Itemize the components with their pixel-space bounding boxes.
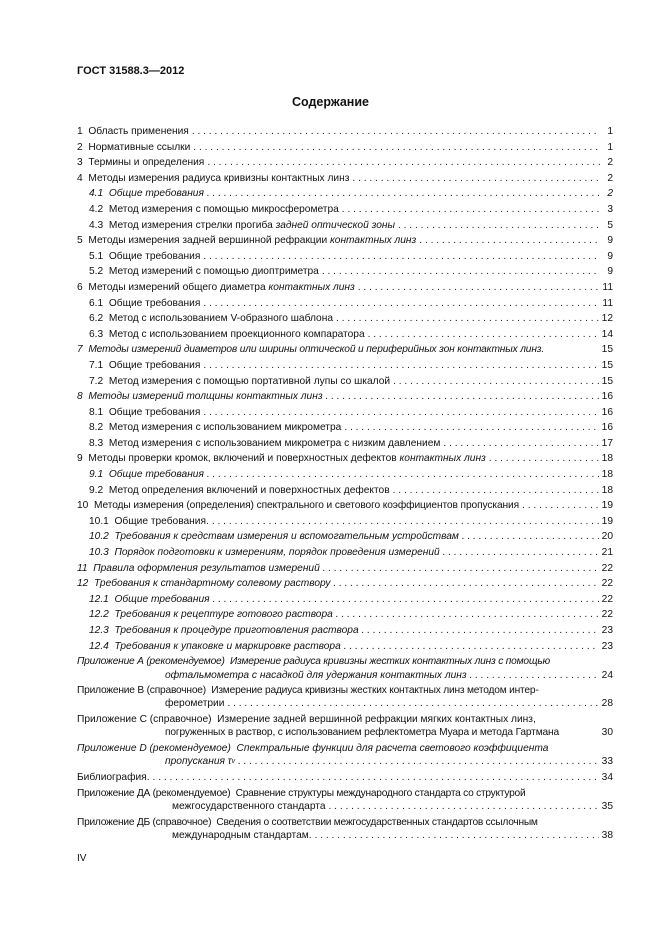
leader-dots: [326, 389, 599, 405]
toc-number: 11: [77, 562, 88, 574]
leader-dots: [192, 124, 600, 140]
toc-entry-6-3[interactable]: [77, 327, 613, 343]
toc-entry-8-3[interactable]: [77, 436, 613, 452]
toc-page: 23: [601, 625, 613, 636]
toc-entry-7-1[interactable]: [77, 358, 613, 374]
toc-bibliography[interactable]: [77, 770, 613, 786]
leader-dots: [336, 311, 599, 327]
toc-page: 19: [601, 515, 613, 527]
toc-label: Требования к упаковке и маркировке раствора: [114, 640, 341, 652]
toc-label: Требования к процедуре приготовления раствора: [114, 625, 359, 636]
toc-label-italic: задней оптической зоны: [275, 219, 395, 231]
leader-dots: [203, 249, 600, 265]
leader-dots: [203, 405, 598, 421]
toc-label: Общие требования: [108, 406, 201, 418]
toc-entry-7[interactable]: [77, 342, 613, 358]
toc-page: 34: [601, 772, 613, 784]
table-of-contents: [77, 124, 613, 845]
page-number-roman: IV: [77, 853, 87, 864]
toc-entry-10-3[interactable]: [77, 545, 613, 561]
toc-label: Метод измерения с использованием микрометра с низким давлением: [108, 437, 441, 449]
toc-label: Методы измерения радиуса кривизны контактных линз: [88, 172, 350, 184]
leader-dots: [203, 358, 598, 374]
toc-page: 2: [607, 188, 613, 200]
toc-appendix-c[interactable]: [77, 713, 613, 740]
toc-number: 12.2: [89, 609, 109, 621]
toc-label: Требования: [94, 578, 153, 590]
leader-dots: [238, 755, 599, 768]
toc-number: 12: [77, 578, 89, 590]
toc-label: Общие требования: [108, 359, 201, 371]
toc-entry-5[interactable]: [77, 233, 613, 249]
appendix-title-cont: погруженных в раствор, с использованием рефлектометра Муара и метода Гартмана: [165, 727, 560, 739]
toc-label-italic: контактных линз: [268, 281, 355, 293]
toc-page: 9: [607, 266, 613, 278]
toc-page: 18: [601, 469, 613, 481]
toc-page: 15: [601, 359, 613, 371]
toc-entry-4[interactable]: [77, 171, 613, 187]
toc-label: Метод измерения с помощью микросферометра: [108, 203, 339, 215]
leader-dots: [358, 280, 600, 296]
leader-dots: [193, 140, 600, 156]
toc-appendix-db[interactable]: [77, 816, 613, 843]
toc-label: Общие требования: [108, 250, 201, 262]
toc-entry-3[interactable]: [77, 155, 613, 171]
leader-dots: [522, 498, 599, 514]
toc-appendix-b[interactable]: [77, 684, 613, 711]
toc-label: Метод с использованием проекционного компаратора: [108, 328, 365, 340]
toc-number: 6: [77, 281, 83, 293]
toc-entry-8[interactable]: [77, 389, 613, 405]
toc-page: 22: [601, 562, 613, 574]
toc-number: 10.2: [89, 531, 109, 543]
toc-number: 10: [77, 500, 89, 512]
toc-page: 35: [601, 801, 613, 813]
leader-dots: [443, 545, 599, 561]
toc-entry-4-1[interactable]: [77, 186, 613, 202]
toc-page: 16: [601, 422, 613, 434]
leader-dots: [419, 233, 600, 249]
leader-dots: [344, 639, 599, 655]
toc-page: 18: [601, 484, 613, 496]
leader-dots: [207, 155, 600, 171]
toc-page: 1: [607, 141, 613, 153]
toc-number: 2: [77, 141, 83, 153]
toc-number: 10.1: [89, 515, 109, 527]
leader-dots: [333, 576, 598, 592]
toc-page: 22: [601, 593, 613, 605]
leader-dots: [342, 202, 600, 218]
toc-entry-9-1[interactable]: [77, 467, 613, 483]
toc-page: 15: [601, 344, 613, 356]
toc-entry-6-2[interactable]: [77, 311, 613, 327]
toc-label: Правила оформления результатов измерений: [93, 562, 320, 574]
leader-dots: [393, 483, 599, 499]
toc-label: Общие требования: [114, 593, 210, 605]
toc-page: 24: [601, 669, 613, 681]
toc-entry-6-1[interactable]: [77, 296, 613, 312]
toc-entry-12[interactable]: [77, 576, 613, 592]
leader-dots: [329, 800, 599, 813]
toc-page: 23: [601, 640, 613, 652]
toc-entry-8-1[interactable]: [77, 405, 613, 421]
toc-number: 4: [77, 172, 83, 184]
toc-page: 3: [607, 203, 613, 215]
leader-dots: [443, 436, 598, 452]
toc-number: 5.1: [89, 250, 104, 262]
toc-appendix-da[interactable]: [77, 787, 613, 814]
leader-dots: [207, 186, 600, 202]
toc-entry-4-2[interactable]: [77, 202, 613, 218]
toc-entry-12-1[interactable]: [77, 592, 613, 608]
toc-entry-12-4[interactable]: [77, 639, 613, 655]
toc-entry-12-3[interactable]: [77, 623, 613, 639]
leader-dots: [344, 420, 598, 436]
appendix-title: Приложение С (справочное) Измерение задней вершинной рефракции мягких контактных линз,: [77, 713, 536, 725]
page-title: Содержание: [291, 95, 369, 109]
toc-entry-10-1[interactable]: [77, 514, 613, 530]
toc-label: Метод измерения с помощью портативной лупы со шкалой: [108, 375, 391, 387]
toc-page: 28: [601, 698, 613, 710]
toc-entry-5-1[interactable]: [77, 249, 613, 265]
appendix-title-cont: пропускания τ: [165, 756, 232, 768]
leader-dots: [352, 171, 600, 187]
toc-number: 8.2: [89, 422, 104, 434]
toc-number: 12.4: [89, 640, 109, 652]
toc-page: 1: [607, 126, 613, 137]
toc-label: Методы измерений диаметров или ширины оптической и периферийных зон контактных линз.: [88, 344, 545, 356]
toc-page: 5: [607, 219, 613, 231]
toc-label: Метод измерений с помощью диоптриметра: [108, 266, 319, 278]
toc-label: Общие требования.: [114, 515, 209, 527]
toc-number: 7.1: [89, 359, 104, 371]
toc-label: Методы измерения (определения) спектрального и светового коэффициентов пропускания: [94, 500, 520, 512]
appendix-title: Приложение ДБ (справочное) Сведения о соответствии межгосударственных стандартов ссылочным: [77, 816, 538, 828]
toc-page: 17: [601, 437, 613, 449]
toc-page: 12: [601, 313, 613, 325]
toc-number: 12.3: [89, 625, 109, 636]
toc-label: Нормативные ссылки: [88, 141, 191, 153]
leader-dots: [470, 669, 599, 682]
leader-dots: [213, 592, 599, 608]
toc-number: 8.3: [89, 437, 104, 449]
toc-entry-10[interactable]: [77, 498, 613, 514]
toc-appendix-a[interactable]: [77, 655, 613, 682]
toc-number: 4.1: [89, 188, 104, 200]
toc-entry-12-2[interactable]: [77, 607, 613, 623]
toc-page: 22: [601, 609, 613, 621]
leader-dots: [227, 697, 598, 710]
toc-page: 21: [601, 547, 613, 559]
toc-entry-9-2[interactable]: [77, 483, 613, 499]
toc-label: Метод измерения с использованием микрометра: [108, 422, 342, 434]
toc-label: Методы измерения задней вершинной рефракции: [88, 235, 330, 247]
toc-entry-9[interactable]: [77, 451, 613, 467]
toc-number: 5.2: [89, 266, 104, 278]
leader-dots: [393, 374, 599, 390]
leader-dots: [462, 529, 599, 545]
toc-number: 4.3: [89, 219, 104, 231]
toc-label: Термины и определения: [88, 157, 205, 169]
appendix-title-cont: ферометрии: [165, 698, 225, 710]
toc-number: 8.1: [89, 406, 104, 418]
toc-entry-7-2[interactable]: [77, 374, 613, 390]
toc-page: 15: [601, 375, 613, 387]
leader-dots: [323, 561, 599, 577]
leader-dots: [203, 296, 599, 312]
toc-page: 18: [601, 453, 613, 465]
toc-number: 7.2: [89, 375, 104, 387]
appendix-title-cont: офтальмометра с насадкой для удержания контактных линз: [165, 669, 467, 681]
toc-number: 9: [77, 453, 83, 465]
document-code: ГОСТ 31588.3—2012: [77, 65, 185, 77]
leader-dots: [212, 514, 599, 530]
toc-number: 6.2: [89, 313, 104, 325]
toc-entry-2[interactable]: [77, 140, 613, 156]
toc-number: 5: [77, 235, 83, 247]
toc-number: 10.3: [89, 547, 109, 559]
leader-dots: [153, 770, 599, 786]
toc-number: 12.1: [89, 593, 109, 605]
leader-dots: [489, 451, 599, 467]
toc-label-italic: к стандартному солевому раствору: [152, 578, 331, 590]
toc-page: 9: [607, 235, 613, 247]
leader-dots: [336, 607, 599, 623]
toc-label: Метод с использованием V-образного шаблона: [108, 313, 333, 325]
toc-label-italic: контактных линз: [399, 453, 486, 465]
appendix-title: Приложение ДА (рекомендуемое) Сравнение структуры международного стандарта со структурой: [77, 788, 526, 800]
appendix-title: Приложение В (справочное) Измерение радиуса кривизны жестких контактных линз методом интер-: [77, 685, 539, 696]
toc-number: 6.3: [89, 328, 104, 340]
toc-entry-1[interactable]: [77, 124, 613, 140]
appendix-title: Приложение А (рекомендуемое) Измерение радиуса кривизны жестких контактных линз с помощью: [77, 656, 550, 668]
toc-page: 2: [607, 172, 613, 184]
toc-label: Требования к средствам измерения и вспомогательным устройствам: [114, 531, 459, 543]
toc-page: 20: [601, 531, 613, 543]
toc-label: Общие требования: [108, 297, 201, 309]
toc-label: Область применения: [88, 126, 189, 137]
toc-page: 2: [607, 157, 613, 169]
leader-dots: [207, 467, 599, 483]
toc-label: Метод определения включений и поверхностных дефектов: [108, 484, 390, 496]
toc-label: Методы измерений общего диаметра: [88, 281, 269, 293]
toc-page: 9: [607, 250, 613, 262]
toc-label: Общие требования: [108, 469, 204, 481]
toc-label: Библиография.: [77, 772, 150, 784]
toc-page: 33: [601, 756, 613, 768]
toc-entry-11[interactable]: [77, 561, 613, 577]
toc-label: Порядок подготовки к измерениям, порядок проведения измерений: [114, 547, 440, 559]
toc-number: 9.2: [89, 484, 104, 496]
appendix-title: Приложение D (рекомендуемое) Спектральные функции для расчета светового коэффициента: [77, 742, 549, 754]
toc-label: Общие требования: [108, 188, 204, 200]
toc-entry-4-3[interactable]: [77, 218, 613, 234]
leader-dots: [368, 327, 599, 343]
toc-label: Методы проверки кромок, включений и поверхностных дефектов: [88, 453, 400, 465]
toc-label-italic: контактных линз: [329, 235, 417, 247]
leader-dots: [362, 623, 599, 639]
appendix-title-cont: межгосударственного стандарта: [172, 801, 326, 813]
toc-page: 38: [601, 830, 613, 842]
toc-number: 1: [77, 126, 83, 137]
toc-page: 19: [601, 500, 613, 512]
leader-dots: [398, 218, 600, 234]
subscript: v: [231, 758, 236, 766]
toc-number: 8: [77, 391, 83, 403]
toc-page: 11: [602, 281, 613, 293]
toc-number: 9.1: [89, 469, 104, 481]
toc-page: 16: [601, 406, 613, 418]
toc-number: 7: [77, 344, 83, 356]
toc-entry-8-2[interactable]: [77, 420, 613, 436]
toc-number: 3: [77, 157, 83, 169]
toc-page: 11: [602, 297, 613, 309]
toc-entry-5-2[interactable]: [77, 264, 613, 280]
appendix-title-cont: международным стандартам.: [172, 830, 312, 842]
toc-entry-6[interactable]: [77, 280, 613, 296]
toc-page: 16: [601, 391, 613, 403]
toc-label: Требования к рецептуре готового раствора: [114, 609, 333, 621]
toc-page: 30: [601, 727, 613, 739]
toc-page: 14: [601, 328, 613, 340]
toc-number: 4.2: [89, 203, 104, 215]
toc-page: 22: [601, 578, 613, 590]
leader-dots: [315, 829, 599, 842]
toc-label: Методы измерений толщины контактных линз: [88, 391, 323, 403]
toc-label: Метод измерения стрелки прогиба: [108, 219, 276, 231]
toc-entry-10-2[interactable]: [77, 529, 613, 545]
leader-dots: [322, 264, 600, 280]
toc-number: 6.1: [89, 297, 104, 309]
toc-appendix-d[interactable]: [77, 742, 613, 769]
